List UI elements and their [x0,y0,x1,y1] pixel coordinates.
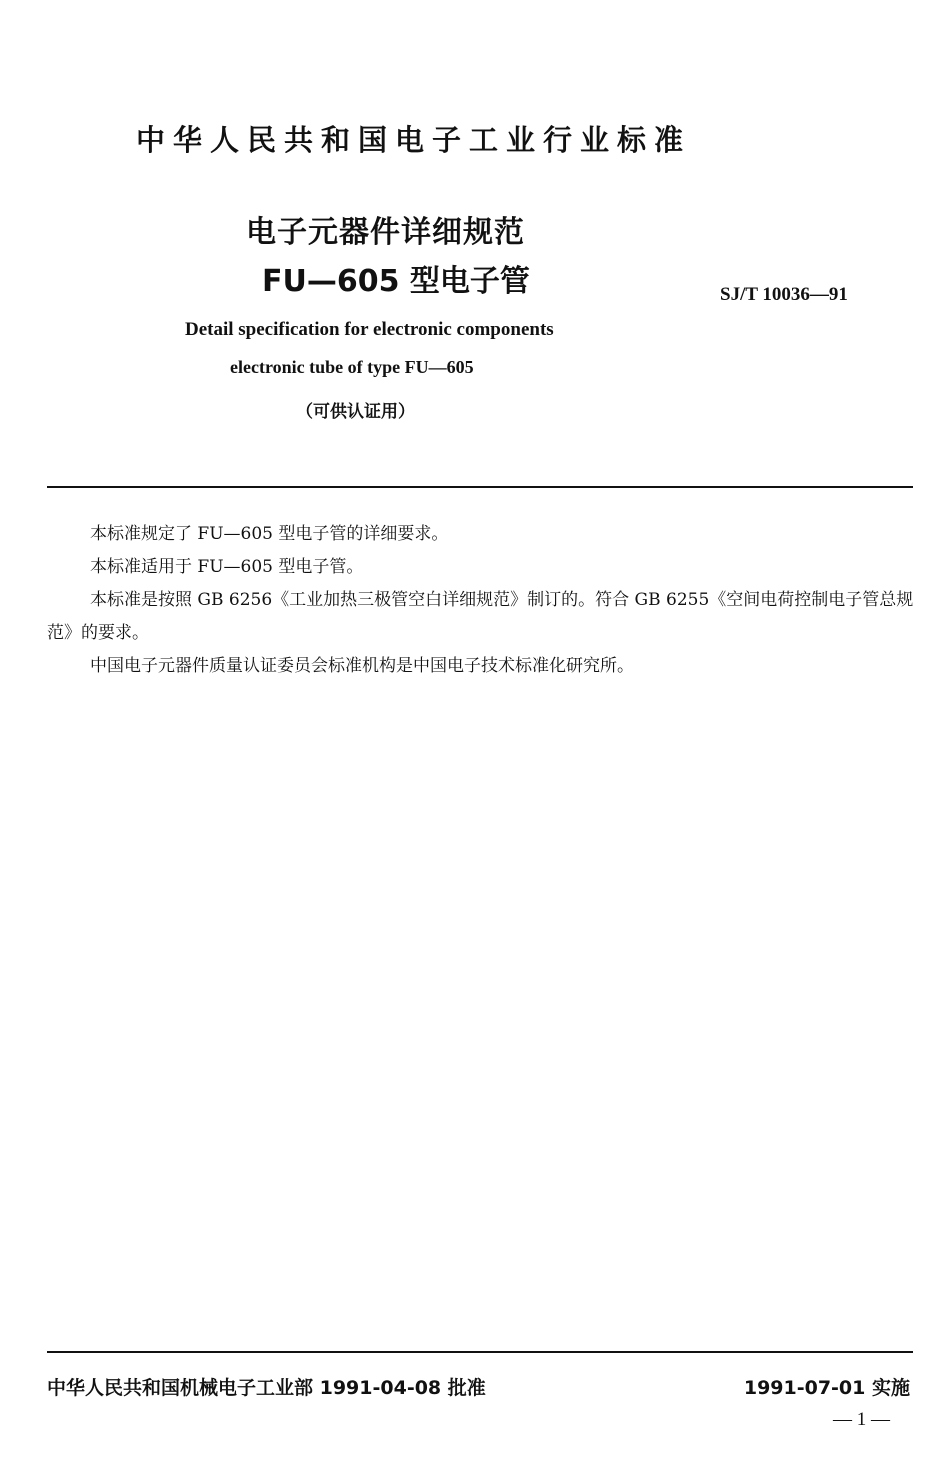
body-text [47,518,917,683]
issuing-organization: 中华人民共和国电子工业行业标准 [136,123,692,157]
standard-code: SJ/T 10036—91 [720,284,848,305]
footer-divider [47,1351,913,1353]
title-cn-line1: 电子元器件详细规范 [246,215,525,250]
paragraph: 中国电子元器件质量认证委员会标准机构是中国电子技术标准化研究所。 [90,656,634,676]
header-divider [47,486,913,488]
implementation-date: 1991-07-01 实施 [743,1377,910,1399]
title-en-line1: Detail specification for electronic components [185,319,554,340]
title-cn-line2: FU—605 型电子管 [262,264,530,299]
usage-note: （可供认证用） [296,402,415,422]
page-number: — 1 — [833,1409,890,1430]
approval-statement: 中华人民共和国机械电子工业部 1991-04-08 批准 [47,1377,486,1399]
paragraph: 本标准适用于 FU—605 型电子管。 [90,557,364,577]
title-en-line2: electronic tube of type FU—605 [230,357,474,377]
paragraph: 本标准是按照 GB 6256《工业加热三极管空白详细规范》制订的。符合 GB 6255《空间电荷控制电子管总规范》的要求。 [47,590,914,643]
paragraph: 本标准规定了 FU—605 型电子管的详细要求。 [90,524,449,544]
